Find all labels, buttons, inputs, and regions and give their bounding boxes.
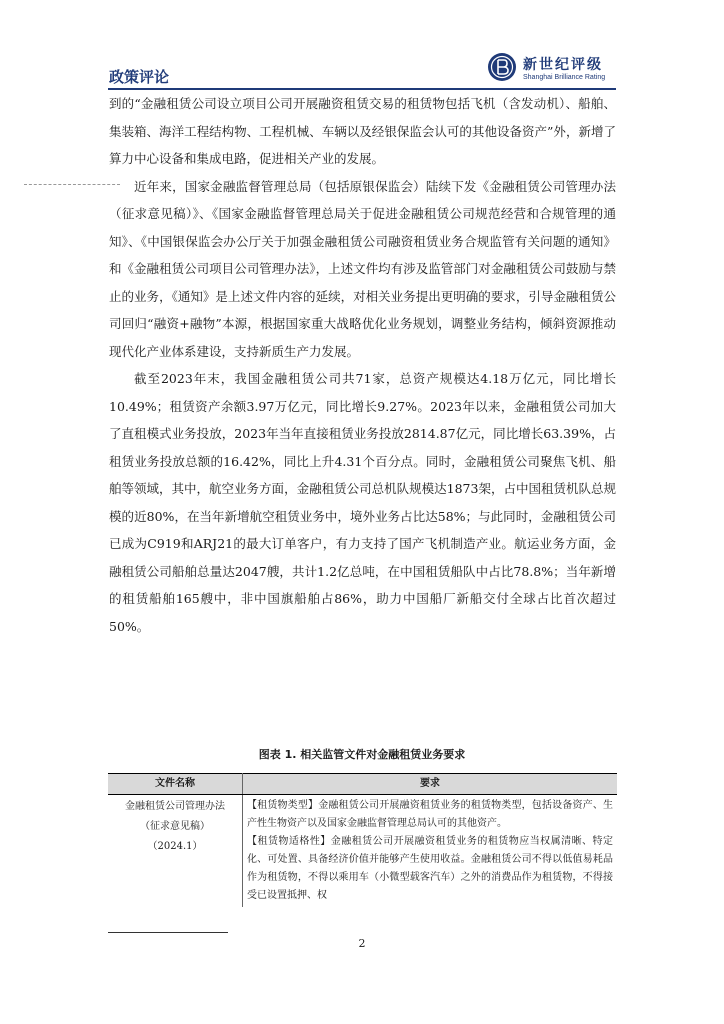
- body-text: [109, 90, 616, 640]
- requirements-table: [108, 773, 617, 907]
- column-header-document: 文件名称: [108, 774, 243, 795]
- requirement-text: 【租赁物适格性】金融租赁公司开展融资租赁业务的租赁物应当权属清晰、特定化、可处置、具备经济价值并能够产生使用收益。金融租赁公司不得以低值易耗品作为租赁物，不得以乘用车（小微型载客汽车）之外的消费品作为租赁物，不得接受已设置抵押、权: [247, 836, 613, 901]
- brand-name-en: Shanghai Brilliance Rating: [523, 74, 606, 81]
- section-title: 政策评论: [109, 68, 170, 86]
- table-row: [108, 795, 617, 908]
- table-header-row: [108, 774, 617, 795]
- page-number: 2: [358, 937, 366, 950]
- margin-divider: [24, 184, 120, 185]
- paragraph: 近年来，国家金融监督管理总局（包括原银保监会）陆续下发《金融租赁公司管理办法（征求意见稿）》、《国家金融监督管理总局关于促进金融租赁公司规范经营和合规管理的通知》、《中国银保监会办公厅关于加强金融租赁公司融资租赁业务合规监管有关问题的通知》和《金融租赁公司项目公司管理办法》，上述文件均有涉及监管部门对金融租赁公司鼓励与禁止的业务，《通知》是上述文件内容的延续，对相关业务提出更明确的要求，引导金融租赁公司回归“融资+融物”本源，根据国家重大战略优化业务规划，调整业务结构，倾斜资源推动现代化产业体系建设，支持新质生产力发展。: [109, 178, 616, 359]
- brand-name-cn: 新世纪评级: [523, 57, 603, 73]
- document-name-cell: [108, 795, 243, 908]
- brand-logo-icon: [487, 52, 517, 82]
- footnote-rule: [108, 932, 228, 933]
- paragraph: 截至2023年末，我国金融租赁公司共71家，总资产规模达4.18万亿元，同比增长10.49%；租赁资产余额3.97万亿元，同比增长9.27%。2023年以来，金融租赁公司加大了直租模式业务投放，2023年当年直接租赁业务投放2814.87亿元，同比增长63.39%，占租赁业务投放总额的16.42%，同比上升4.31个百分点。同时，金融租赁公司聚焦飞机、船舶等领域，其中，航空业务方面，金融租赁公司总机队规模达1873架，占中国租赁机队总规模的近80%，在当年新增航空租赁业务中，境外业务占比达58%；与此同时，金融租赁公司已成为C919和ARJ21的最大订单客户，有力支持了国产飞机制造产业。航运业务方面，金融租赁公司船舶总量达2047艘，共计1.2亿总吨，在中国租赁船队中占比78.8%；当年新增的租赁船舶165艘中，非中国旗船舶占86%，助力中国船厂新船交付全球占比首次超过50%。: [109, 371, 616, 634]
- document-name: 金融租赁公司管理办法: [125, 801, 225, 812]
- document-status: （征求意见稿）: [140, 821, 210, 832]
- requirement-cell: [243, 795, 618, 908]
- requirement-text: 【租赁物类型】金融租赁公司开展融资租赁业务的租赁物类型，包括设备资产、生产性生物资产以及国家金融监督管理总局认可的其他资产。: [247, 800, 613, 829]
- figure-title: 图表 1. 相关监管文件对金融租赁业务要求: [258, 748, 466, 761]
- column-header-requirement: 要求: [243, 774, 618, 795]
- brand-logo: [487, 50, 627, 90]
- paragraph: 到的“金融租赁公司设立项目公司开展融资租赁交易的租赁物包括飞机（含发动机）、船舶、集装箱、海洋工程结构物、工程机械、车辆以及经银保监会认可的其他设备资产”外，新增了算力中心设备和集成电路，促进相关产业的发展。: [109, 96, 616, 166]
- document-date: （2024.1）: [147, 841, 203, 852]
